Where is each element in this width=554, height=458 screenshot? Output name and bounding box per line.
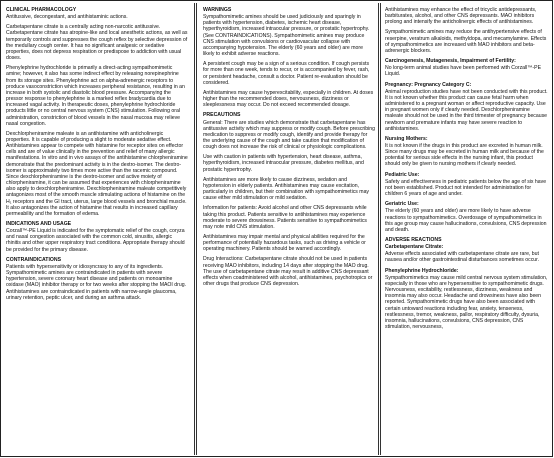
section-block: [385, 244, 549, 263]
section-block: [385, 58, 549, 77]
body-paragraph: Sympathomimetic amines should be used judiciously and sparingly in patients with hypertension, diabetes, ischemic heart disease, hyperthyroidism, increased intraocular pressure, or prostatic hypertrophy. (See CONTRAINDICATIONS). Sympathomimetic amines may produce CNS stimulation with convulsions or cardiovascular collapse with accompanying hypotension. The elderly (60 years and older) are more likely to exhibit adverse reactions.: [203, 14, 370, 58]
section-block: [203, 112, 375, 150]
section-heading: Carbetapentane Citrate:: [385, 244, 444, 251]
body-paragraph: Adverse effects associated with carbetapentane citrate are rare, but nausea and/or other gastrointestinal disturbances sometimes occur.: [385, 251, 540, 264]
column-2: [203, 7, 375, 453]
body-paragraph: Use with caution in patients with hypertension, heart disease, asthma, hyperthyroidism, increased intraocular pressure, diabetes mellitus, and prostatic hypertrophy.: [203, 154, 364, 173]
section-block: [6, 221, 188, 253]
body-paragraph: The elderly (60 years and older) are more likely to have adverse reactions to sympathomimetics. Overdosage of sympathomimetics in this age group may cause hallucinations, convulsions, CNS depression and death.: [385, 208, 547, 233]
body-paragraph: Antihistamines may impair mental and physical abilities required for the performance of potentially hazardous tasks, such as driving a vehicle or operating machinery. Patients should be warned accordingly.: [203, 234, 366, 253]
body-paragraph: Phenylephrine hydrochloride is primarily a direct-acting sympathomimetic amine; however, it also has some indirect effect by releasing norepinephrine from its storage sites. Phenylephrine act on alpha-adrenergic receptors to produce vasoconstriction which increases peripheral resistance, resulting in an increase in both systolic and diastolic blood pressure. Accompanying the pressor response to phenylephrine is a marked reflex bradycardia due to increased vagal activity. In therapeutic doses, phenylephrine hydrochloride products little or no central nervous system (CNS) stimulation. Following oral administration, constriction of blood vessels in the nasal mucosa may relieve nasal congestion.: [6, 65, 185, 127]
body-paragraph: Sympathomimetic amines may reduce the antihypertensive effects of reserpine, veratrum alkaloids, methyldopa, and mecamylamine. Effects of sympathomimetics are increased with MAO inhibitors and beta-adrenergic blockers.: [385, 29, 547, 54]
section-heading: Pediatric Use:: [385, 171, 420, 178]
section-block: [385, 172, 549, 198]
section-heading: Nursing Mothers:: [385, 135, 428, 142]
section-block: [385, 82, 549, 132]
body-paragraph: Carbetapentane citrate is a centrally acting non-narcotic antitussive. Carbetapentane citrate has atropine-like and local anesthetic actions, as well as temporarily controls and suppresses the cough reflex by selective depression of the medullary cough center. It has no significant analgesic or sedative properties, does not depress respiration or predispose to addiction with usual doses.: [6, 24, 188, 62]
section-block: [203, 234, 375, 252]
section-block: [385, 136, 549, 168]
column-3: [385, 7, 549, 453]
section-block: [203, 205, 375, 230]
body-paragraph: A persistent cough may be a sign of a serious condition. If cough persists for more than one week, tends to recur, or is accompanied by fever, rash, or persistent headache, consult a doctor. Patient re-evaluation should be considered.: [203, 61, 370, 86]
body-paragraph: Antihistamines may enhance the effect of tricyclic antidepressants, barbiturates, alcohol, and other CNS depressants. MAO inhibitors prolong and intensify the anticholinergic effects of antihistamines.: [385, 7, 537, 26]
body-paragraph: Antitussive, decongestant, and antihistaminic actions.: [6, 14, 128, 21]
section-block: [6, 7, 188, 20]
section-block: [203, 7, 375, 57]
column-divider: [196, 3, 197, 455]
section-block: [203, 154, 375, 172]
section-heading: Carcinogenesis, Mutagenesis, Impairment of Fertility:: [385, 58, 516, 65]
section-block: [385, 201, 549, 233]
section-block: [385, 29, 549, 54]
section-block: [203, 177, 375, 202]
body-paragraph: Corzall™-PE Liquid is indicated for the symptomatic relief of the cough, coryza and nasal congestion associated with the common cold, sinusitis, allergic rhinitis and other upper respiratory tract conditions. Appropriate therapy should be provided for the primary disease.: [6, 228, 185, 253]
body-paragraph: No long-term animal studies have been performed with Corzall™-PE Liquid.: [385, 65, 542, 78]
section-block: [203, 256, 375, 287]
body-paragraph: Sympathomimetics may cause mild central nervous system stimulation, especially in those who are hypersensitive to sympathomimetic drugs. Nervousness, excitability, restlessness, dizziness, weakness and insomnia may also occur. Headache and drowsiness have also been reported. Sympathomimetic drugs have also been associated with certain untoward reactions including fear, anxiety, tenseness, restlessness, tremor, weakness, pallor, respiratory difficulty, dysuria, insomnia, hallucinations, convulsions, CNS depression, CNS stimulation, nervousness,: [385, 274, 548, 331]
section-block: [6, 257, 188, 301]
section-heading: INDICATIONS AND USAGE: [6, 221, 72, 227]
section-block: [6, 131, 188, 217]
section-block: [385, 268, 549, 331]
section-block: [6, 65, 188, 127]
column-divider: [378, 3, 379, 455]
section-block: [6, 24, 188, 61]
section-block: [203, 61, 375, 86]
body-paragraph: It is not known if the drugs in this product are excreted in human milk. Since many drugs may be excreted in human milk and because of the potential for serious side effects in the nursing infant, this product should only be given to nursing mothers if clearly needed.: [385, 142, 544, 168]
column-1: [6, 7, 188, 453]
body-paragraph: Dexchlorpheniramine maleate is an antihistamine with anticholinergic properties. It is capable of producing a slight to moderate sedative effect. Antihistamines appear to compete with histamine for receptor sites on effector cells and are of value clinically in the prevention and relief of many allergic manifestations. In vitro and in vivo assays of the antihistamine chlorpheniramine demonstrate that the predominant activity is in the dextro-isomer. The dextro-isomer is approximately two times more active than the racemic compound. Since dexchlorpheniramine is the dextro-isomer and active moiety of chlorpheniramine, it can be assumed that experiences with chlorpheniramine also apply to dexchlorpheniramine. Dexchlorpheniramine maleate competitively antagonizes most of the smooth muscle stimulating actions of histamine on the H₁ receptors and the GI tract, uterus, large blood vessels and bronchial muscle. It also antagonizes the action of histamine that results in increased capillary permeability and the formation of edema.: [6, 130, 188, 217]
section-block: [203, 90, 375, 108]
body-paragraph: Safety and effectiveness in pediatric patients below the age of six have not been established. Product not intended for administration for children 6 years of age and under.: [385, 178, 547, 198]
body-paragraph: General: There are studies which demonstrate that carbetapentane has antitussive activity which may suppress or modify cough. Before prescribing medication to suppress or modify cough, identify and provide therapy for the underlying cause of the cough and take caution that modification of cough does not increase the risk of clinical or physiologic complications.: [203, 119, 375, 151]
body-paragraph: Patients with hypersensitivity or idiosyncrasy to any of its ingredients. Sympathomimetic amines are contraindicated in patients with severe hypertension, severe coronary heart disease and patients on monoamine oxidase (MAO) inhibitor therapy or for two weeks after stopping the MAOI drug. Antihistamines are contraindicated in patients with narrow-angle glaucoma, urinary retention, peptic ulcer, and during an asthma attack.: [6, 263, 187, 301]
section-block: [385, 237, 549, 243]
body-paragraph: Animal reproduction studies have not been conducted with this product. It is not known whether this product can cause fetal harm when administered to a pregnant woman or affect reproductive capacity. Use in pregnant women only if clearly needed. Dexchlorpheniramine maleate should not be used in the third trimester of pregnancy because newborn and premature infants may have severe reaction to antihistamines.: [385, 88, 548, 132]
section-heading: WARNINGS: [203, 7, 232, 13]
section-heading: Geriatric Use:: [385, 201, 419, 208]
body-paragraph: Antihistamines may cause hyperexcitability, especially in children. At doses higher than the recommended doses, nervousness, dizziness or sleeplessness may occur. Do not exceed recommended dosage.: [203, 89, 374, 109]
column-divider: [194, 3, 195, 455]
section-heading: Pregnancy: Pregnancy Category C:: [385, 81, 472, 88]
section-heading: PRECAUTIONS: [203, 112, 241, 119]
body-paragraph: Drug Interactions: Carbetapentane citrate should not be used in patients receiving MAO inhibitors, including 14 days after stopping the MAO drug. The use of carbetapentane citrate may result in additive CNS depressant effects when coadministered with alcohol, antihistamines, psychotropics or other drugs that produce CNS depression.: [203, 256, 373, 288]
section-block: [385, 7, 549, 25]
body-paragraph: Information for patients: Avoid alcohol and other CNS depressants while taking this product. Patients sensitive to antihistamines may experience moderate to severe drowsiness. Patients sensitive to sympathomimetics may note mild CNS stimulation.: [203, 205, 367, 230]
column-divider: [380, 3, 381, 455]
section-heading: ADVERSE REACTIONS: [385, 237, 442, 243]
section-heading: Phenylephrine Hydrochloride:: [385, 267, 459, 274]
body-paragraph: Antihistamines are more likely to cause dizziness, sedation and hypotension in elderly patients. Antihistamines may cause excitation, particularly in children, but their combination with sympathomimetics may cause either mild stimulation or mild sedation.: [203, 176, 369, 202]
section-heading: CONTRAINDICATIONS: [6, 256, 62, 263]
section-heading: CLINICAL PHARMACOLOGY: [6, 7, 77, 13]
